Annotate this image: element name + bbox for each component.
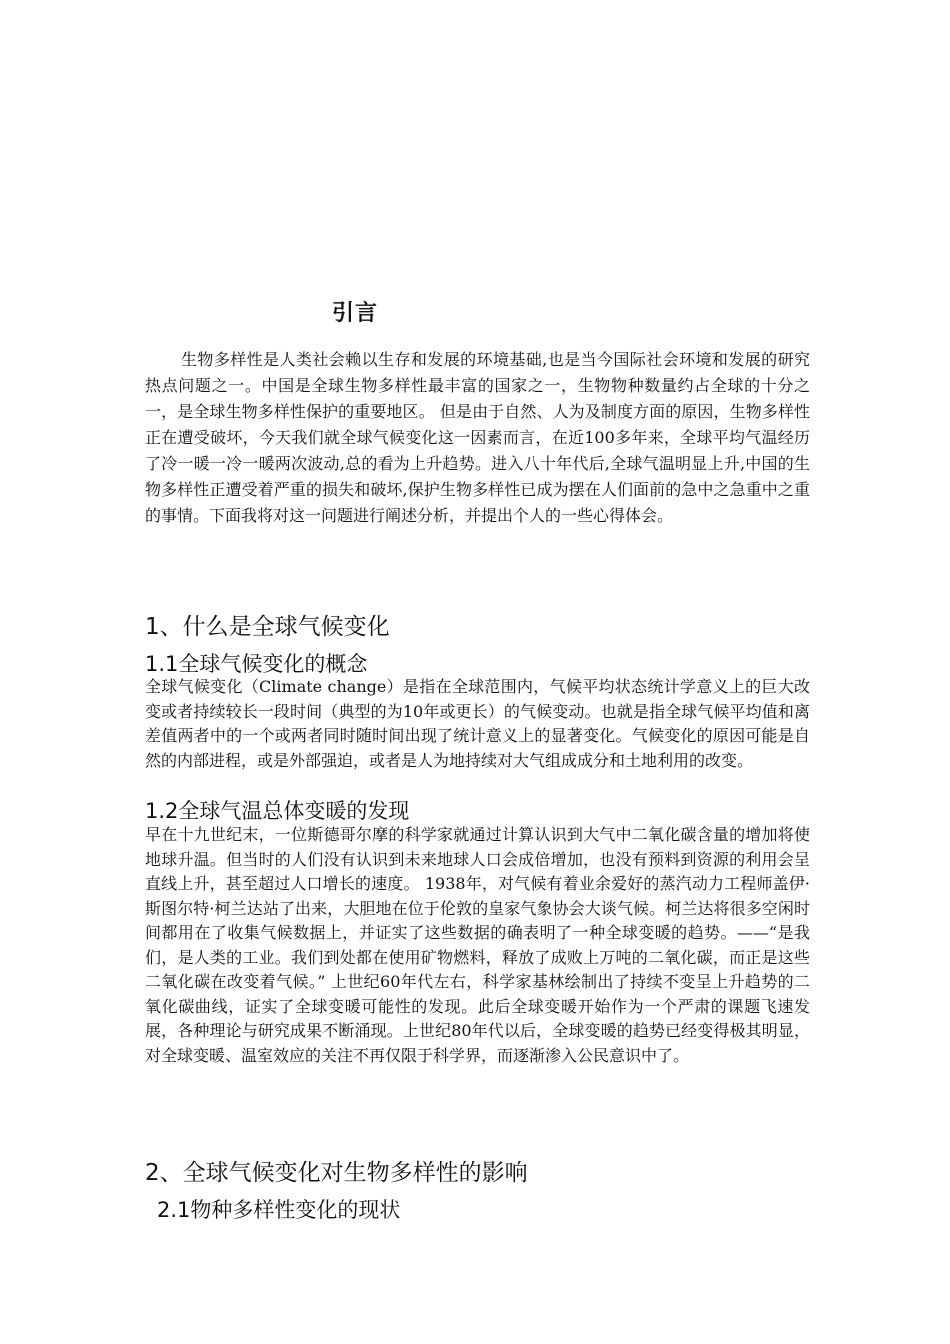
intro-paragraph: 生物多样性是人类社会赖以生存和发展的环境基础,也是当今国际社会环境和发展的研究 热点问题之一。中国是全球生物多样性最丰富的国家之一，生物物种数量约占全球的十分之一，是全球生物多样性保护的重要地区。 但是由于自然、人为及制度方面的原因，生物多样性正在遭受破坏，今天我们就全球气候变化这一因素而言，在近100多年来，全球平均气温经历了冷一暖一冷一暖两次波动,总的看为上升趋势。进入八十年代后,全球气温明显上升,中国的生物多样性正遭受着严重的损失和破坏,保护生物多样性已成为摆在人们面前的急中之急重中之重的事情。下面我将对这一问题进行阐述分析，并提出个人的一些心得体会。 — [145, 350, 810, 525]
section-1-1-heading: 1.1全球气候变化的概念 — [145, 652, 368, 676]
page-title: 引言 — [332, 301, 379, 326]
section-1-heading: 1、什么是全球气候变化 — [145, 614, 390, 640]
section-1-1-body: 全球气候变化（Climate change）是指在全球范围内，气候平均状态统计学意义上的巨大改变或者持续较长一段时间（典型的为10年或更长）的气候变动。也就是指全球气候平均值和离差值两者中的一个或两者同时随时间出现了统计意义上的显著变化。气候变化的原因可能是自然的内部进程，或是外部强迫，或者是人为地持续对大气组成成分和土地利用的改变。 — [145, 677, 810, 770]
section-2-heading: 2、全球气候变化对生物多样性的影响 — [145, 1160, 528, 1186]
section-2-1-heading: 2.1物种多样性变化的现状 — [157, 1198, 401, 1222]
section-1-2-body: 早在十九世纪末，一位斯德哥尔摩的科学家就通过计算认识到大气中二氧化碳含量的增加将使地球升温。但当时的人们没有认识到未来地球人口会成倍增加，也没有预料到资源的利用会呈直线上升，甚至超过人口增长的速度。 1938年，对气候有着业余爱好的蒸汽动力工程师盖伊·斯图尔特·柯兰达站了出来，大胆地在位于伦敦的皇家气象协会大谈气候。柯兰达将很多空闲时间都用在了收集气候数据上，并证实了这些数据的确表明了一种全球变暖的趋势。——“是我们，是人类的工业。我们到处都在使用矿物燃料，释放了成败上万吨的二氧化碳，而正是这些二氧化碳在改变着气候。” 上世纪60年代左右，科学家基林绘制出了持续不变呈上升趋势的二氧化碳曲线，证实了全球变暖可能性的发现。此后全球变暖开始作为一个严肃的课题飞速发展，各种理论与研究成果不断涌现。上世纪80年代以后，全球变暖的趋势已经变得极其明显，对全球变暖、温室效应的关注不再仅限于科学界，而逐渐渗入公民意识中了。 — [145, 825, 810, 1065]
section-1-2-heading: 1.2全球气温总体变暖的发现 — [145, 799, 410, 823]
